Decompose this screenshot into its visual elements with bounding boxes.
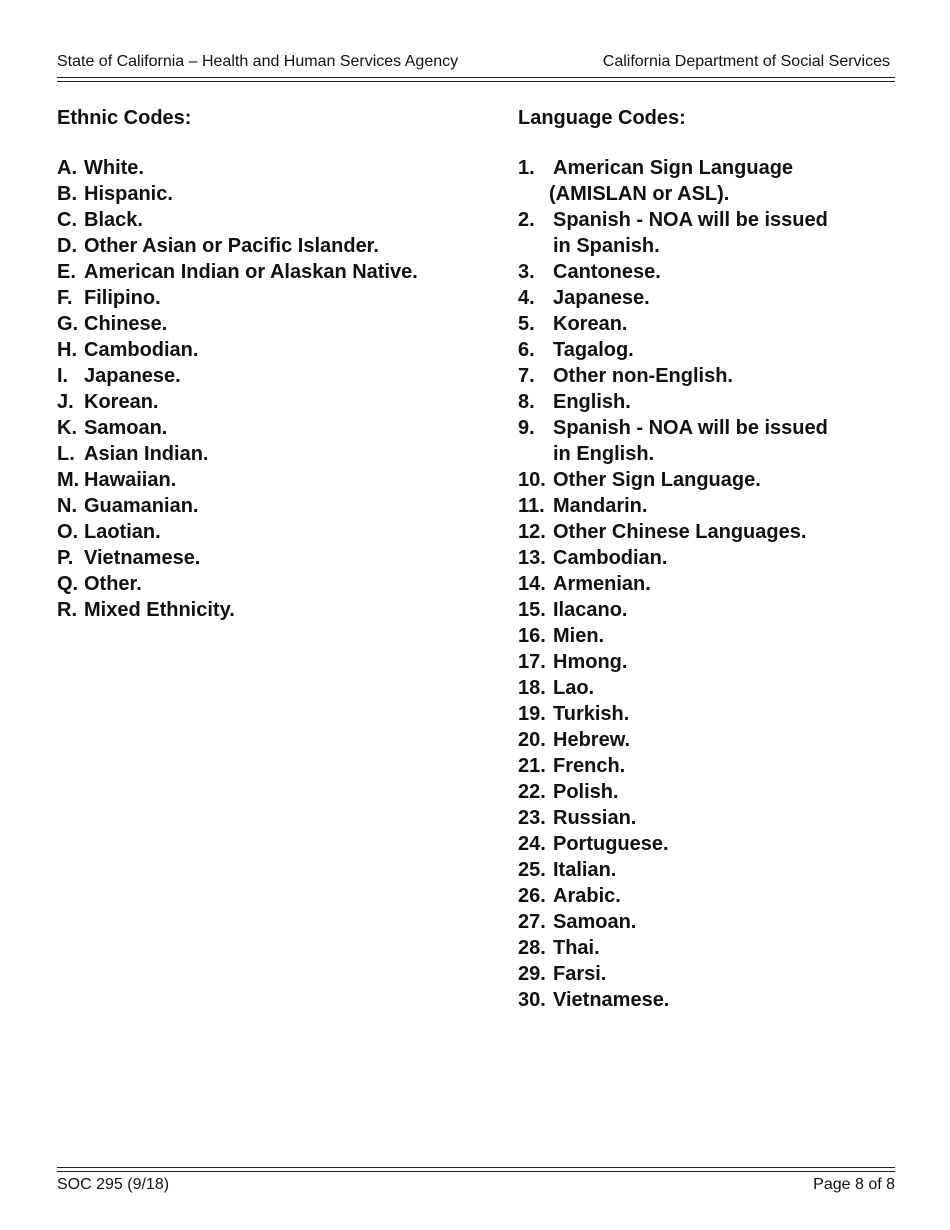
language-code-label	[553, 415, 898, 467]
language-code-label-continuation: in Spanish.	[553, 235, 660, 257]
ethnic-code-letter: B.	[57, 183, 77, 205]
language-code-number: 9.	[518, 417, 535, 439]
language-code-label	[553, 571, 898, 597]
language-code-number: 25.	[518, 859, 546, 881]
language-code-item	[518, 805, 898, 831]
ethnic-code-label: Other Asian or Pacific Islander.	[84, 235, 379, 257]
header-divider	[57, 77, 895, 82]
language-code-label-line: Cambodian.	[553, 547, 668, 569]
language-code-label	[553, 727, 898, 753]
language-code-item	[518, 727, 898, 753]
language-code-label-line: French.	[553, 755, 626, 777]
ethnic-code-letter: R.	[57, 599, 77, 621]
language-code-number: 3.	[518, 261, 535, 283]
language-code-label	[549, 155, 898, 207]
ethnic-code-letter: H.	[57, 339, 77, 361]
language-code-item	[518, 415, 898, 467]
language-code-item	[518, 935, 898, 961]
language-code-label-line: Hmong.	[553, 651, 628, 673]
ethnic-code-item	[57, 519, 487, 545]
language-code-label-line: Ilacano.	[553, 599, 628, 621]
language-code-label-continuation: (AMISLAN or ASL).	[549, 183, 730, 205]
ethnic-code-label: Filipino.	[84, 287, 161, 309]
language-code-number: 20.	[518, 729, 546, 751]
ethnic-code-item	[57, 441, 487, 467]
department-name: California Department of Social Services	[602, 53, 890, 70]
ethnic-code-label: American Indian or Alaskan Native.	[84, 261, 418, 283]
language-code-item	[518, 779, 898, 805]
language-code-label	[553, 883, 898, 909]
ethnic-code-label: Black.	[84, 209, 143, 231]
language-code-item	[518, 987, 898, 1013]
language-code-item	[518, 155, 898, 207]
ethnic-code-item	[57, 389, 487, 415]
language-code-label	[553, 597, 898, 623]
ethnic-code-item	[57, 363, 487, 389]
ethnic-code-letter: I.	[57, 365, 69, 387]
language-code-label-line: Mien.	[553, 625, 605, 647]
language-code-label-continuation: in English.	[553, 443, 655, 465]
language-code-label	[553, 857, 898, 883]
language-code-item	[518, 259, 898, 285]
ethnic-code-label: Vietnamese.	[84, 547, 201, 569]
language-code-label	[553, 337, 898, 363]
language-code-item	[518, 519, 898, 545]
ethnic-code-label: White.	[84, 157, 144, 179]
ethnic-code-label: Korean.	[84, 391, 159, 413]
ethnic-code-letter: O.	[57, 521, 79, 543]
language-code-label-line: Farsi.	[553, 963, 607, 985]
language-code-label-line: Samoan.	[553, 911, 637, 933]
agency-name: State of California – Health and Human Services Agency	[57, 53, 459, 70]
language-code-label	[553, 545, 898, 571]
language-code-item	[518, 701, 898, 727]
language-code-label-line: Russian.	[553, 807, 637, 829]
language-code-number: 7.	[518, 365, 535, 387]
ethnic-code-label: Guamanian.	[84, 495, 199, 517]
language-code-item	[518, 363, 898, 389]
language-code-label-line: Arabic.	[553, 885, 621, 907]
language-code-label-line: Thai.	[553, 937, 600, 959]
language-code-item	[518, 753, 898, 779]
language-code-number: 28.	[518, 937, 546, 959]
language-code-item	[518, 597, 898, 623]
ethnic-code-item	[57, 571, 487, 597]
language-code-number: 17.	[518, 651, 546, 673]
language-code-label-line: Tagalog.	[553, 339, 634, 361]
ethnic-code-letter: L.	[57, 443, 75, 465]
page-footer	[57, 1174, 895, 1198]
language-code-number: 23.	[518, 807, 546, 829]
language-code-label	[553, 909, 898, 935]
language-code-label-line: Other Chinese Languages.	[553, 521, 807, 543]
ethnic-code-letter: P.	[57, 547, 74, 569]
ethnic-code-letter: M.	[57, 469, 80, 491]
language-code-label	[553, 623, 898, 649]
language-code-label-line: Italian.	[553, 859, 617, 881]
language-code-label-line: Portuguese.	[553, 833, 669, 855]
language-code-item	[518, 909, 898, 935]
language-code-label	[553, 753, 898, 779]
language-code-item	[518, 311, 898, 337]
language-code-label	[553, 961, 898, 987]
language-code-label-line: English.	[553, 391, 631, 413]
ethnic-codes-section	[57, 103, 487, 623]
ethnic-code-letter: D.	[57, 235, 77, 257]
language-code-number: 8.	[518, 391, 535, 413]
language-code-number: 14.	[518, 573, 546, 595]
ethnic-code-label: Hispanic.	[84, 183, 173, 205]
language-code-item	[518, 493, 898, 519]
language-code-number: 29.	[518, 963, 546, 985]
language-code-label	[553, 389, 898, 415]
ethnic-code-item	[57, 493, 487, 519]
ethnic-code-label: Mixed Ethnicity.	[84, 599, 235, 621]
language-code-number: 26.	[518, 885, 546, 907]
ethnic-code-letter: F.	[57, 287, 73, 309]
language-code-label	[553, 831, 898, 857]
language-code-label-line: Vietnamese.	[553, 989, 670, 1011]
ethnic-code-label: Japanese.	[84, 365, 181, 387]
ethnic-code-item	[57, 545, 487, 571]
ethnic-code-label: Cambodian.	[84, 339, 199, 361]
language-code-number: 15.	[518, 599, 546, 621]
language-code-label	[553, 805, 898, 831]
language-code-item	[518, 623, 898, 649]
language-code-label-line: Lao.	[553, 677, 595, 699]
language-code-label-line: Hebrew.	[553, 729, 631, 751]
language-code-number: 11.	[518, 495, 545, 517]
page-header	[57, 50, 895, 74]
language-code-label	[553, 779, 898, 805]
language-codes-heading: Language Codes:	[518, 107, 686, 129]
ethnic-code-item	[57, 597, 487, 623]
form-id: SOC 295 (9/18)	[57, 1176, 170, 1193]
language-code-label-line: Polish.	[553, 781, 619, 803]
ethnic-code-item	[57, 467, 487, 493]
ethnic-code-item	[57, 415, 487, 441]
language-code-label	[553, 311, 898, 337]
ethnic-code-letter: G.	[57, 313, 79, 335]
ethnic-code-item	[57, 337, 487, 363]
language-code-label	[553, 285, 898, 311]
language-code-label	[553, 935, 898, 961]
language-code-item	[518, 467, 898, 493]
language-code-number: 30.	[518, 989, 546, 1011]
language-code-label	[553, 493, 898, 519]
language-code-number: 1.	[518, 157, 535, 179]
language-code-item	[518, 285, 898, 311]
ethnic-code-item	[57, 285, 487, 311]
language-code-label-line: Other Sign Language.	[553, 469, 761, 491]
language-code-label-line: Other non-English.	[553, 365, 733, 387]
language-codes-section	[518, 103, 898, 1013]
language-code-number: 13.	[518, 547, 546, 569]
language-code-item	[518, 675, 898, 701]
language-code-label-line: American Sign Language	[553, 157, 794, 179]
ethnic-code-letter: E.	[57, 261, 76, 283]
ethnic-code-label: Chinese.	[84, 313, 168, 335]
language-code-number: 12.	[518, 521, 546, 543]
language-code-item	[518, 649, 898, 675]
ethnic-code-item	[57, 181, 487, 207]
ethnic-code-label: Asian Indian.	[84, 443, 209, 465]
ethnic-code-letter: K.	[57, 417, 77, 439]
language-code-label-line: Mandarin.	[553, 495, 648, 517]
ethnic-code-letter: C.	[57, 209, 77, 231]
language-code-item	[518, 337, 898, 363]
language-code-label	[553, 649, 898, 675]
language-code-label	[553, 207, 898, 259]
language-code-label-line: Turkish.	[553, 703, 630, 725]
language-code-item	[518, 883, 898, 909]
language-code-number: 6.	[518, 339, 535, 361]
ethnic-code-letter: Q.	[57, 573, 79, 595]
language-codes-list	[518, 155, 898, 1013]
language-code-number: 4.	[518, 287, 535, 309]
page-number: Page 8 of 8	[813, 1176, 895, 1193]
language-code-label	[553, 363, 898, 389]
language-code-number: 2.	[518, 209, 535, 231]
language-code-number: 24.	[518, 833, 546, 855]
language-code-label-line: Cantonese.	[553, 261, 661, 283]
language-code-number: 27.	[518, 911, 546, 933]
language-code-item	[518, 831, 898, 857]
language-code-label-line: Spanish - NOA will be issued	[553, 209, 828, 231]
language-code-number: 19.	[518, 703, 546, 725]
language-code-item	[518, 207, 898, 259]
language-code-item	[518, 961, 898, 987]
language-code-label	[553, 259, 898, 285]
ethnic-code-letter: N.	[57, 495, 77, 517]
ethnic-code-label: Other.	[84, 573, 142, 595]
language-code-label-line: Spanish - NOA will be issued	[553, 417, 828, 439]
ethnic-code-label: Hawaiian.	[84, 469, 177, 491]
ethnic-codes-heading: Ethnic Codes:	[57, 107, 192, 129]
language-code-number: 10.	[518, 469, 546, 491]
ethnic-code-letter: A.	[57, 157, 77, 179]
ethnic-code-label: Samoan.	[84, 417, 168, 439]
language-code-number: 22.	[518, 781, 546, 803]
language-code-label	[553, 467, 898, 493]
language-code-item	[518, 571, 898, 597]
language-code-number: 18.	[518, 677, 546, 699]
language-code-item	[518, 545, 898, 571]
language-code-item	[518, 857, 898, 883]
language-code-label-line: Korean.	[553, 313, 628, 335]
ethnic-code-item	[57, 311, 487, 337]
language-code-label	[553, 987, 898, 1013]
ethnic-code-letter: J.	[57, 391, 74, 413]
ethnic-code-item	[57, 155, 487, 181]
language-code-label-line: Japanese.	[553, 287, 650, 309]
ethnic-code-item	[57, 259, 487, 285]
language-code-number: 5.	[518, 313, 535, 335]
language-code-number: 16.	[518, 625, 546, 647]
ethnic-code-item	[57, 233, 487, 259]
language-code-number: 21.	[518, 755, 546, 777]
language-code-label	[553, 519, 898, 545]
ethnic-code-item	[57, 207, 487, 233]
language-code-item	[518, 389, 898, 415]
ethnic-code-label: Laotian.	[84, 521, 161, 543]
language-code-label	[553, 701, 898, 727]
language-code-label-line: Armenian.	[553, 573, 651, 595]
language-code-label	[553, 675, 898, 701]
footer-divider	[57, 1167, 895, 1172]
ethnic-codes-list	[57, 155, 487, 623]
